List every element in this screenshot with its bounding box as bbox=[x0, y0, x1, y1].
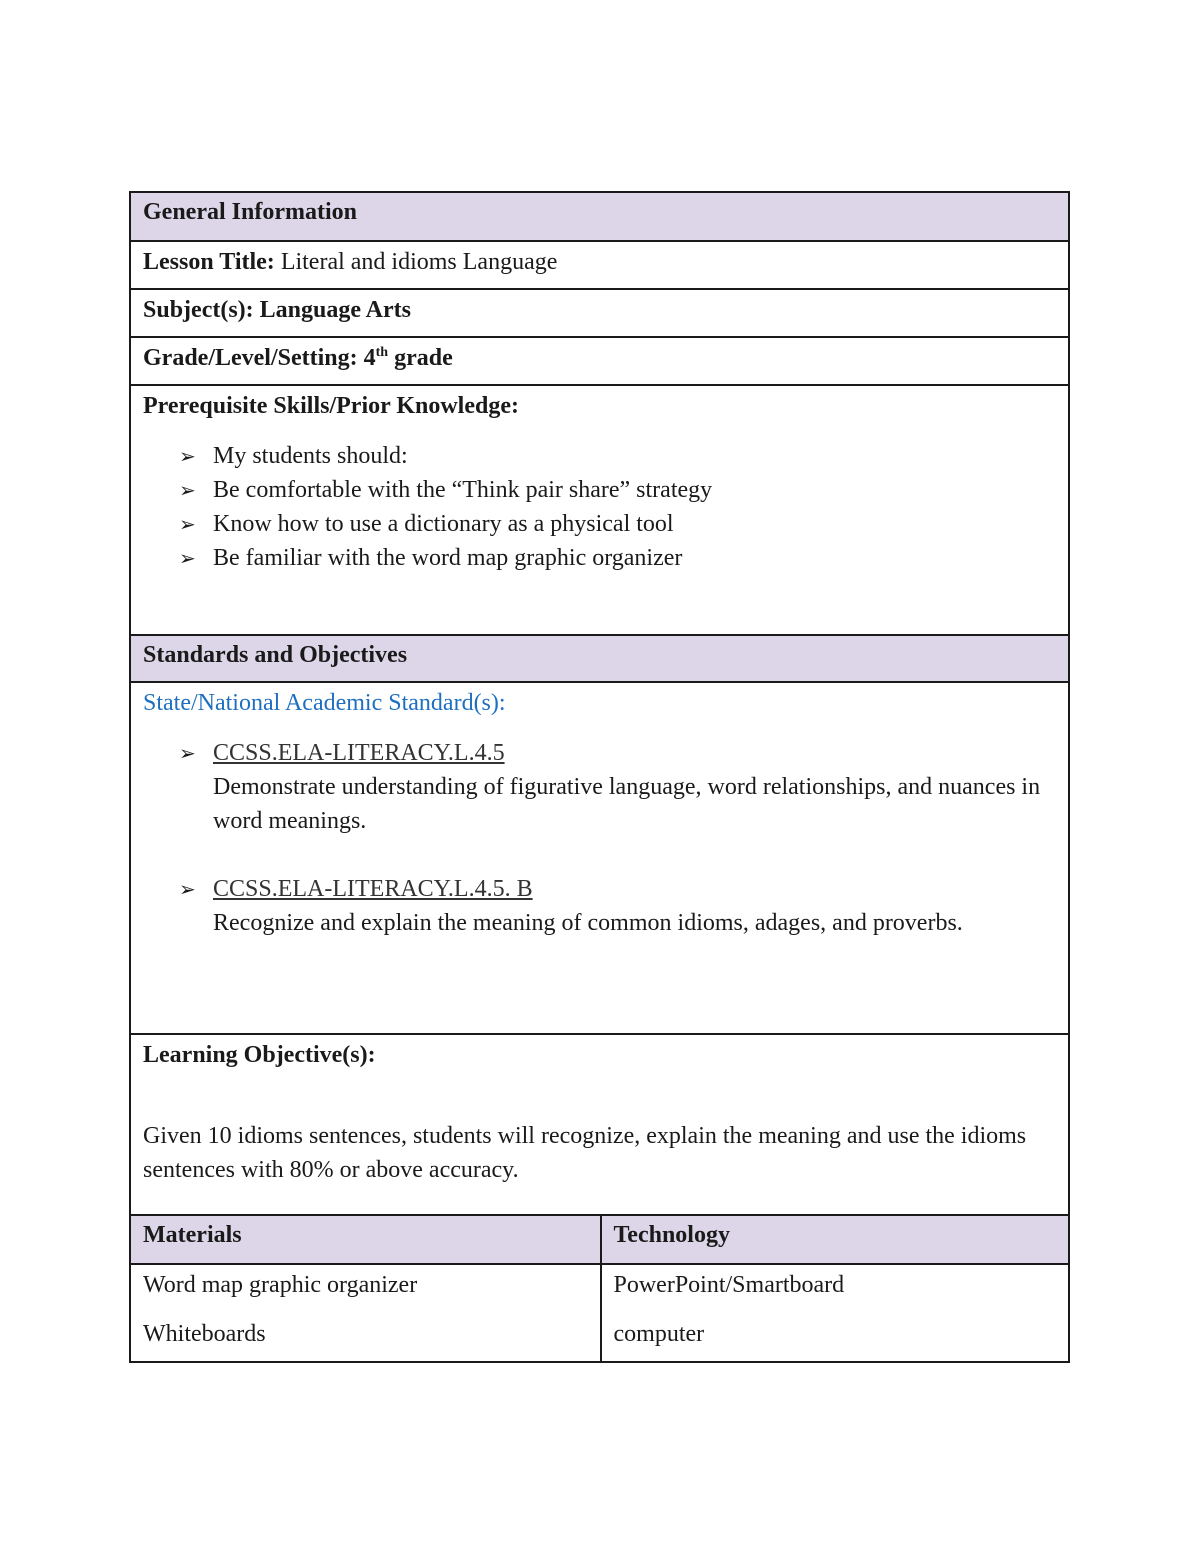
standards-header bbox=[131, 634, 1068, 681]
standards-list bbox=[143, 736, 1056, 940]
materials-technology-body bbox=[131, 1263, 1068, 1361]
list-item-text: My students should: bbox=[213, 443, 408, 469]
standard-code-link[interactable]: CCSS.ELA-LITERACY.L.4.5. B bbox=[213, 876, 533, 902]
lesson-title-label: Lesson Title: bbox=[143, 249, 275, 275]
arrow-bullet-icon: ➢ bbox=[179, 512, 196, 536]
standard-item bbox=[179, 872, 1056, 940]
state-standards-label: State/National Academic Standard(s): bbox=[143, 690, 506, 716]
standard-code-link[interactable]: CCSS.ELA-LITERACY.L.4.5 bbox=[213, 740, 505, 766]
grade-text: Grade/Level/Setting: 4 bbox=[143, 345, 376, 371]
arrow-bullet-icon: ➢ bbox=[179, 877, 196, 901]
standard-description: Demonstrate understanding of figurative language, word relationships, and nuances in word meanings. bbox=[213, 774, 1041, 834]
technology-list bbox=[600, 1265, 1069, 1361]
general-information-header bbox=[131, 193, 1068, 240]
list-item bbox=[179, 473, 1056, 507]
standard-description: Recognize and explain the meaning of common idioms, adages, and proverbs. bbox=[213, 910, 963, 936]
lesson-title-row bbox=[131, 240, 1068, 288]
objectives-row bbox=[131, 1033, 1068, 1214]
technology-header: Technology bbox=[600, 1216, 1069, 1263]
list-item bbox=[179, 541, 1056, 575]
prerequisite-label: Prerequisite Skills/Prior Knowledge: bbox=[143, 393, 519, 419]
grade-superscript: th bbox=[375, 345, 389, 360]
materials-technology-header bbox=[131, 1214, 1068, 1263]
arrow-bullet-icon: ➢ bbox=[179, 546, 196, 570]
subjects-row bbox=[131, 288, 1068, 336]
list-item bbox=[179, 507, 1056, 541]
list-item: Whiteboards bbox=[143, 1321, 266, 1347]
objectives-text: Given 10 idioms sentences, students will recognize, explain the meaning and use the idioms sentences with 80% or above accuracy. bbox=[143, 1123, 1027, 1183]
standards-row bbox=[131, 681, 1068, 1033]
arrow-bullet-icon: ➢ bbox=[179, 741, 196, 765]
grade-row bbox=[131, 336, 1068, 384]
materials-header: Materials bbox=[131, 1216, 600, 1263]
arrow-bullet-icon: ➢ bbox=[179, 478, 196, 502]
prerequisite-list bbox=[143, 439, 1056, 575]
list-item: PowerPoint/Smartboard bbox=[613, 1272, 845, 1298]
arrow-bullet-icon: ➢ bbox=[179, 444, 196, 468]
subjects-text: Subject(s): Language Arts bbox=[143, 297, 411, 323]
grade-suffix: grade bbox=[388, 345, 453, 371]
lesson-plan-table bbox=[129, 191, 1070, 1363]
section-title: General Information bbox=[143, 199, 357, 225]
list-item-text: Be comfortable with the “Think pair share” strategy bbox=[213, 477, 713, 503]
standard-item bbox=[179, 736, 1056, 838]
list-item: computer bbox=[613, 1321, 705, 1347]
objectives-label: Learning Objective(s): bbox=[143, 1042, 376, 1068]
prerequisite-row bbox=[131, 384, 1068, 634]
list-item: Word map graphic organizer bbox=[143, 1272, 418, 1298]
list-item-text: Know how to use a dictionary as a physical tool bbox=[213, 511, 674, 537]
materials-list bbox=[131, 1265, 600, 1361]
list-item-text: Be familiar with the word map graphic organizer bbox=[213, 545, 683, 571]
section-title: Standards and Objectives bbox=[143, 642, 408, 668]
list-item bbox=[179, 439, 1056, 473]
lesson-title-value: Literal and idioms Language bbox=[274, 249, 558, 275]
